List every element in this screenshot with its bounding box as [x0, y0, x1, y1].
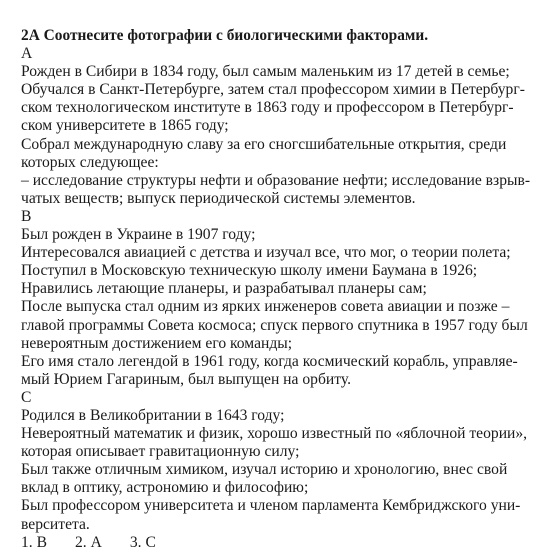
- document-page: [21, 27, 543, 552]
- section-letter: С: [21, 388, 32, 406]
- section-a: [21, 45, 543, 208]
- text-line: верситета.: [21, 515, 90, 533]
- text-line: вклад в оптику, астрономию и философию;: [21, 479, 309, 497]
- text-line: Был профессором университета и членом парламента Кембриджского уни-: [21, 497, 521, 515]
- text-line: Собрал международную славу за его сногсшибательные открытия, среди: [21, 135, 507, 153]
- text-line: мый Юрием Гагариным, был выпущен на орбиту.: [21, 370, 351, 388]
- answer-item: 3. С: [129, 533, 156, 551]
- section-b: [21, 208, 543, 389]
- exercise-title: 2А Соотнесите фотографии с биологическими факторами.: [21, 27, 429, 44]
- section-letter: А: [21, 45, 33, 63]
- text-line: Интересовался авиацией с детства и изучал все, что мог, о теории полета;: [21, 244, 511, 262]
- text-line: главой программы Совета космоса; спуск первого спутника в 1957 году был: [21, 316, 528, 334]
- text-line: Был также отличным химиком, изучал историю и хронологию, внес свой: [21, 461, 508, 479]
- text-line: невероятным достижением его команды;: [21, 334, 293, 352]
- section-letter: В: [21, 207, 32, 225]
- text-line: ском университете в 1865 году;: [21, 117, 229, 135]
- text-line: Родился в Великобритании в 1643 году;: [21, 406, 285, 424]
- text-line: – исследование структуры нефти и образование нефти; исследование взрыв-: [21, 171, 531, 189]
- answer-item: 2. А: [75, 533, 102, 551]
- text-line: которая описывает гравитационную силу;: [21, 443, 300, 461]
- section-c: [21, 389, 543, 534]
- text-line: Рожден в Сибири в 1834 году, был самым маленьким из 17 детей в семье;: [21, 63, 510, 81]
- answer-item: 1. В: [21, 533, 47, 551]
- text-line: которых следующее:: [21, 153, 159, 171]
- answer-key: [21, 534, 543, 552]
- text-line: ском технологическом институте в 1863 году и профессором в Петербург-: [21, 99, 514, 117]
- text-line: Невероятный математик и физик, хорошо известный по «яблочной теории»,: [21, 425, 528, 443]
- text-line: Его имя стало легендой в 1961 году, когда космический корабль, управляе-: [21, 352, 518, 370]
- text-line: Нравились летающие планеры, и разрабатывал планеры сам;: [21, 280, 427, 298]
- text-line: чатых веществ; выпуск периодической системы элементов.: [21, 189, 416, 207]
- text-line: Был рожден в Украине в 1907 году;: [21, 226, 256, 244]
- text-line: Обучался в Санкт-Петербурге, затем стал профессором химии в Петербург-: [21, 81, 525, 99]
- text-line: После выпуска стал одним из ярких инженеров совета авиации и позже –: [21, 298, 510, 316]
- text-line: Поступил в Московскую техническую школу имени Баумана в 1926;: [21, 262, 478, 280]
